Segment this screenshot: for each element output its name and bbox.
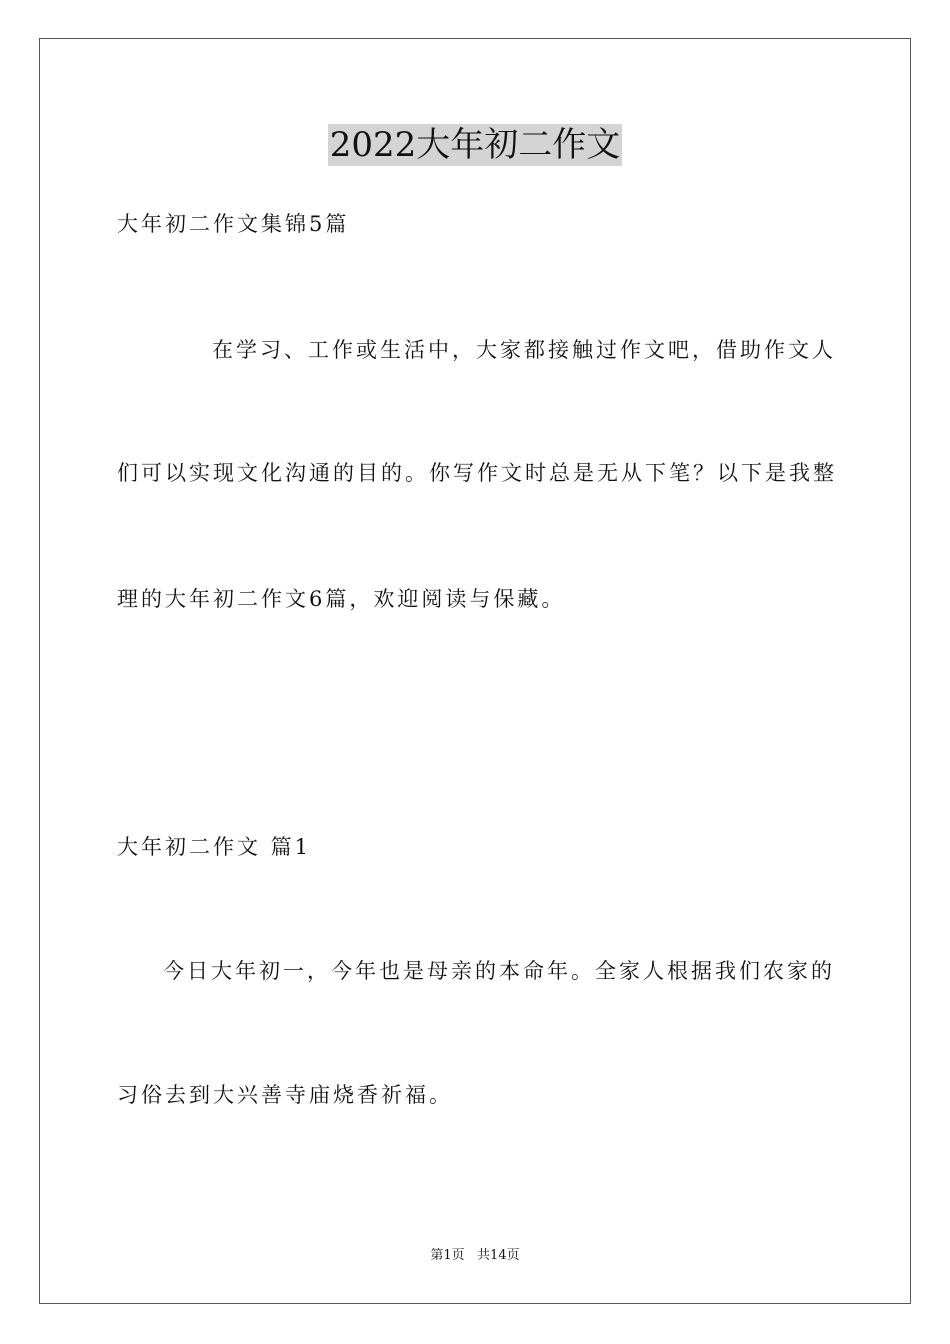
section-heading: 大年初二作文 篇1 [117,835,312,859]
document-subtitle: 大年初二作文集锦5篇 [117,212,350,236]
intro-line-2: 们可以实现文化沟通的目的。你写作文时总是无从下笔？以下是我整 [117,461,837,485]
page-footer: 第1页 共14页 [430,1248,520,1263]
intro-line-1: 在学习、工作或生活中，大家都接触过作文吧，借助作文人 [212,338,836,362]
intro-line-3: 理的大年初二作文6篇，欢迎阅读与保藏。 [117,587,566,611]
title-container [0,124,950,166]
body-line-1: 今日大年初一，今年也是母亲的本命年。全家人根据我们农家的 [163,959,835,983]
body-line-2: 习俗去到大兴善寺庙烧香祈福。 [117,1083,453,1107]
document-title: 2022大年初二作文 [329,125,621,165]
